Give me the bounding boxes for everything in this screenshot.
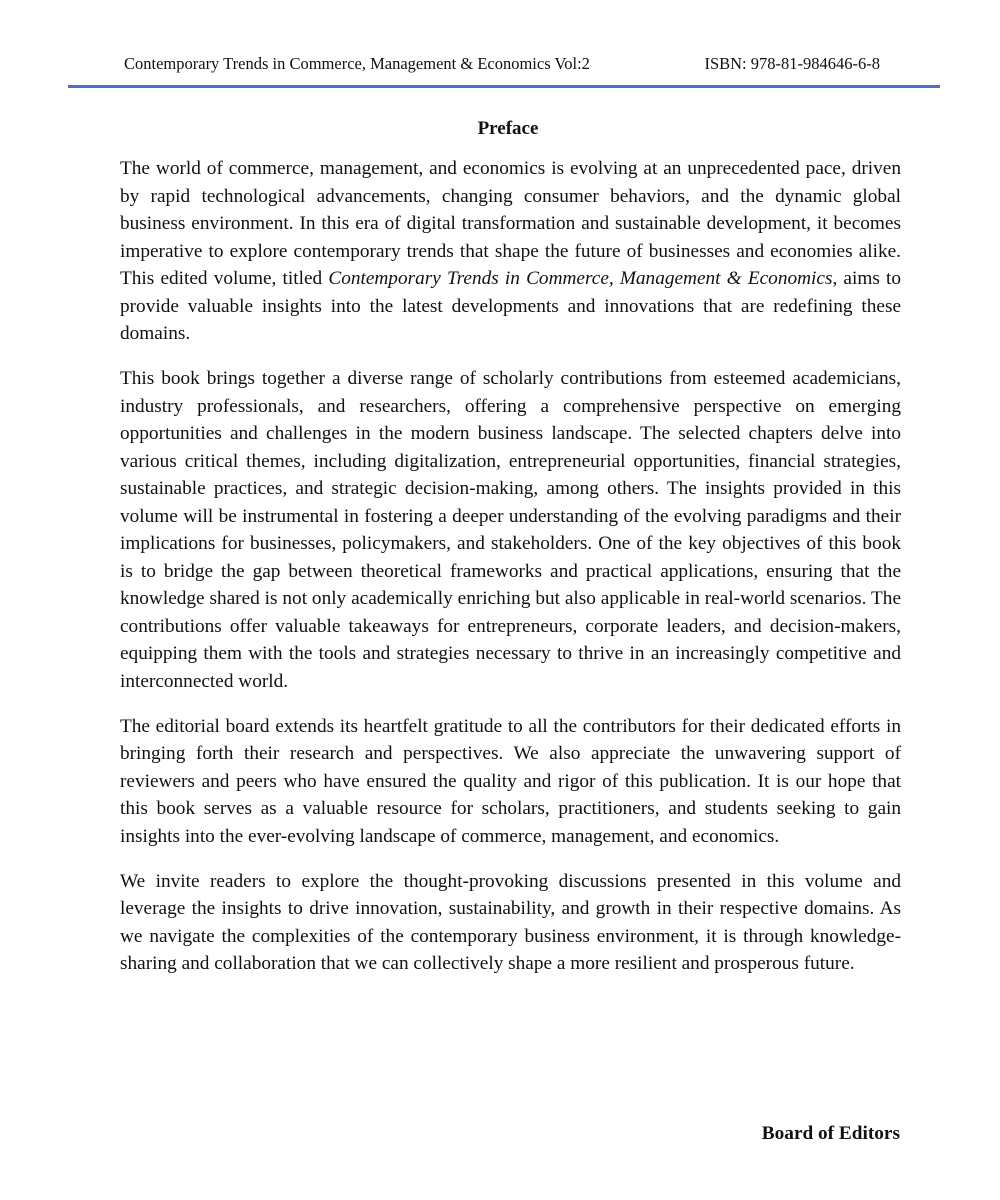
paragraph-1 — [120, 155, 901, 348]
paragraph-1-text-after: , aims to provide valuable insights into the latest developments and innovations that are redefining these domains. — [120, 268, 902, 344]
paragraph-3: The editorial board extends its heartfelt gratitude to all the contributors for their dedicated efforts in bringing forth their research and perspectives. We also appreciate the unwavering support of reviewers and peers who have ensured the quality and rigor of this publication. It is our hope that this book serves as a valuable resource for scholars, practitioners, and students seeking to gain insights into the ever-evolving landscape of commerce, management, and economics. — [120, 715, 901, 847]
running-header — [124, 52, 880, 76]
signature: Board of Editors — [761, 1123, 900, 1144]
header-rule — [68, 85, 940, 88]
preface-body — [120, 155, 901, 995]
paragraph-1-book-title: Contemporary Trends in Commerce, Management & Economics — [328, 268, 833, 289]
preface-title: Preface — [477, 118, 539, 139]
paragraph-1-text-before: The world of commerce, management, and economics is evolving at an unprecedented pace, driven by rapid technological advancements, changing consumer behaviors, and the dynamic global business environment. In this era of digital transformation and sustainable development, it becomes imperative to explore contemporary trends that shape the future of businesses and economies alike. This edited volume, titled — [120, 158, 901, 289]
paragraph-4: We invite readers to explore the thought-provoking discussions presented in this volume and leverage the insights to drive innovation, sustainability, and growth in their respective domains. As we navigate the complexities of the contemporary business environment, it is through knowledge-sharing and collaboration that we can collectively shape a more resilient and prosperous future. — [120, 870, 901, 974]
header-book-title: Contemporary Trends in Commerce, Management & Economics Vol:2 — [124, 54, 590, 73]
paragraph-2: This book brings together a diverse range of scholarly contributions from esteemed academicians, industry professionals, and researchers, offering a comprehensive perspective on emerging opportunities and challenges in the modern business landscape. The selected chapters delve into various critical themes, including digitalization, entrepreneurial opportunities, financial strategies, sustainable practices, and strategic decision-making, among others. The insights provided in this volume will be instrumental in fostering a deeper understanding of the evolving paradigms and their implications for businesses, policymakers, and stakeholders. One of the key objectives of this book is to bridge the gap between theoretical frameworks and practical applications, ensuring that the knowledge shared is not only academically enriching but also applicable in real-world scenarios. The contributions offer valuable takeaways for entrepreneurs, corporate leaders, and decision-makers, equipping them with the tools and strategies necessary to thrive in an increasingly competitive and interconnected world. — [120, 368, 901, 692]
header-isbn: ISBN: 978-81-984646-6-8 — [704, 54, 880, 73]
